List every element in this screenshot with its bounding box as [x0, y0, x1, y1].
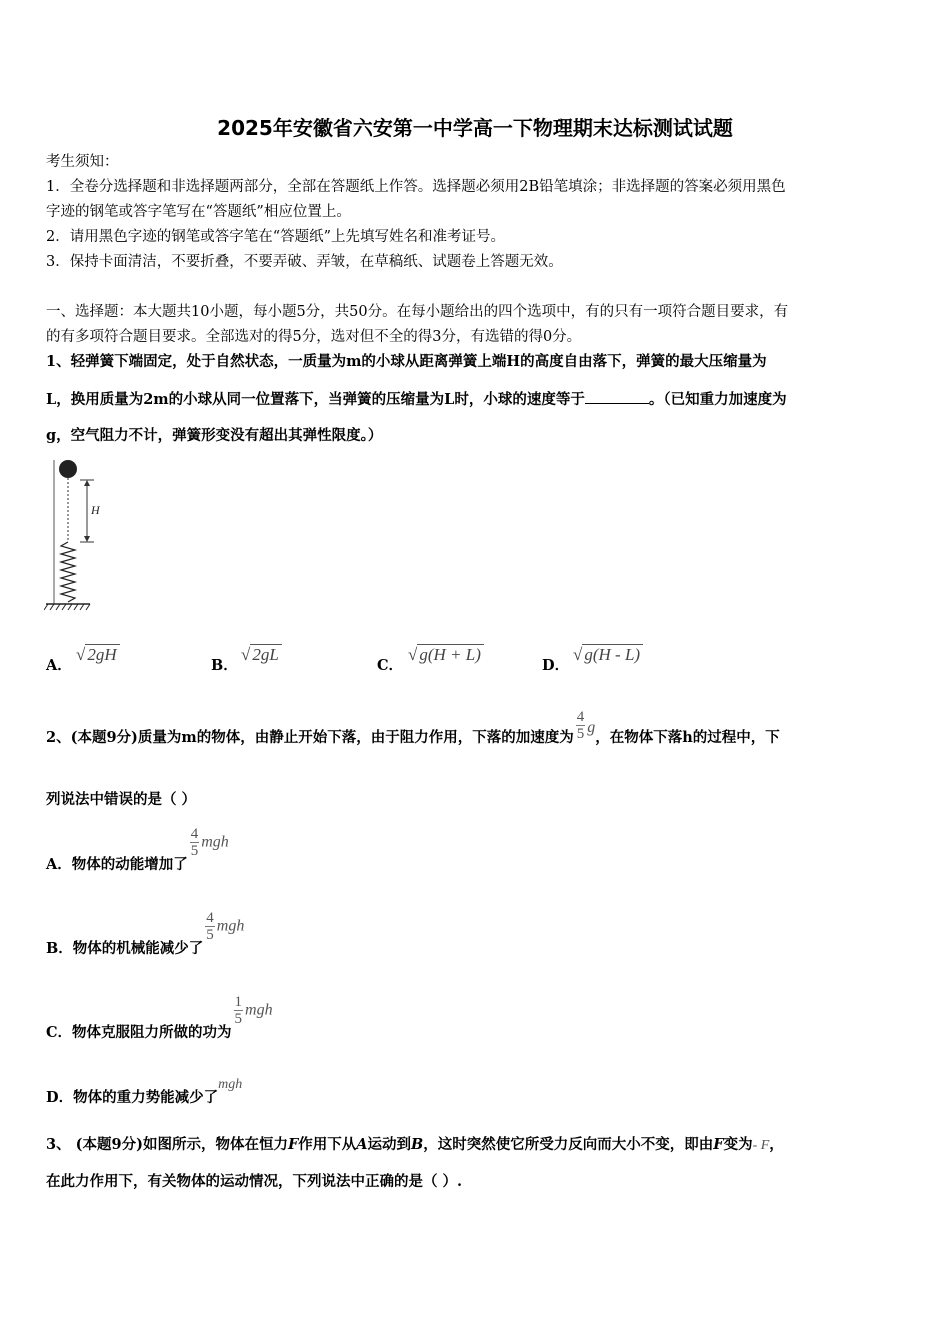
q2-option-b: B．物体的机械能减少了 $\frac{4}{5}$ mgh	[46, 910, 245, 957]
height-label: H	[91, 503, 100, 517]
q3-line1: 3、 (本题9分)如图所示，物体在恒力F作用下从A运动到B，这时突然使它所受力反向而大小不变，即由F变为- F，	[46, 1136, 784, 1153]
q2-line2: 列说法中错误的是（ ）	[46, 791, 197, 808]
q2-line1: 2、(本题9分)质量为m的物体，由静止开始下落，由于阻力作用，下落的加速度为 $\frac{4}{5}$ g，在物体下落h的过程中，下	[46, 708, 780, 746]
notice-item-3: 3．保持卡面清洁，不要折叠，不要弄破、弄皱，在草稿纸、试题卷上答题无效。	[46, 254, 563, 270]
q1-line1: 1、轻弹簧下端固定，处于自然状态，一质量为m的小球从距离弹簧上端H的高度自由落下，弹簧的最大压缩量为	[46, 353, 767, 370]
q1-line3: g，空气阻力不计，弹簧形变没有超出其弹性限度。）	[46, 427, 383, 444]
notice-item-1a: 1．全卷分选择题和非选择题两部分，全部在答题纸上作答。选择题必须用2B铅笔填涂；非选择题的答案必须用黑色	[46, 179, 786, 195]
q2-option-d: D．物体的重力势能减少了mgh	[46, 1077, 243, 1106]
q1-option-a: A．	[46, 657, 72, 674]
q2-accel-fraction: $\frac{4}{5}$	[576, 708, 585, 742]
section1-line2: 的有多项符合题目要求。全部选对的得5分，选对但不全的得3分，有选错的得0分。	[46, 329, 582, 345]
q1-option-b-expr: √ 2gL	[241, 645, 282, 665]
spring-figure	[44, 456, 104, 616]
q1-option-c-expr: √ g(H + L)	[408, 645, 484, 665]
notice-item-1b: 字迹的钢笔或答字笔写在“答题纸”相应位置上。	[46, 204, 351, 220]
q2-option-a: A．物体的动能增加了 $\frac{4}{5}$ mgh	[46, 826, 229, 873]
q2-option-c: C．物体克服阻力所做的功为 $\frac{1}{5}$ mgh	[46, 994, 273, 1041]
q1-line2	[46, 389, 787, 410]
q1-line2a: L，换用质量为2m的小球从同一位置落下，当弹簧的压缩量为L时，小球的速度等于	[46, 391, 585, 408]
ball	[59, 460, 77, 478]
q1-option-a-expr: √ 2gH	[76, 645, 120, 665]
q1-line2b: 。（已知重力加速度为	[648, 391, 787, 408]
section1-line1: 一、选择题：本大题共10小题，每小题5分，共50分。在每小题给出的四个选项中，有的只有一项符合题目要求，有	[46, 304, 789, 320]
notice-heading: 考生须知：	[46, 154, 119, 170]
q1-option-d: D．	[542, 657, 570, 674]
q1-option-c: C．	[377, 657, 404, 674]
answer-blank	[585, 389, 649, 404]
notice-item-2: 2．请用黑色字迹的钢笔或答字笔在“答题纸”上先填写姓名和准考证号。	[46, 229, 506, 245]
q3-line2: 在此力作用下，有关物体的运动情况，下列说法中正确的是（ ）.	[46, 1173, 463, 1190]
page-title: 2025年安徽省六安第一中学高一下物理期末达标测试试题	[217, 116, 733, 140]
q1-option-d-expr: √ g(H - L)	[573, 645, 643, 665]
q1-option-b: B．	[211, 657, 238, 674]
spring	[61, 542, 75, 602]
